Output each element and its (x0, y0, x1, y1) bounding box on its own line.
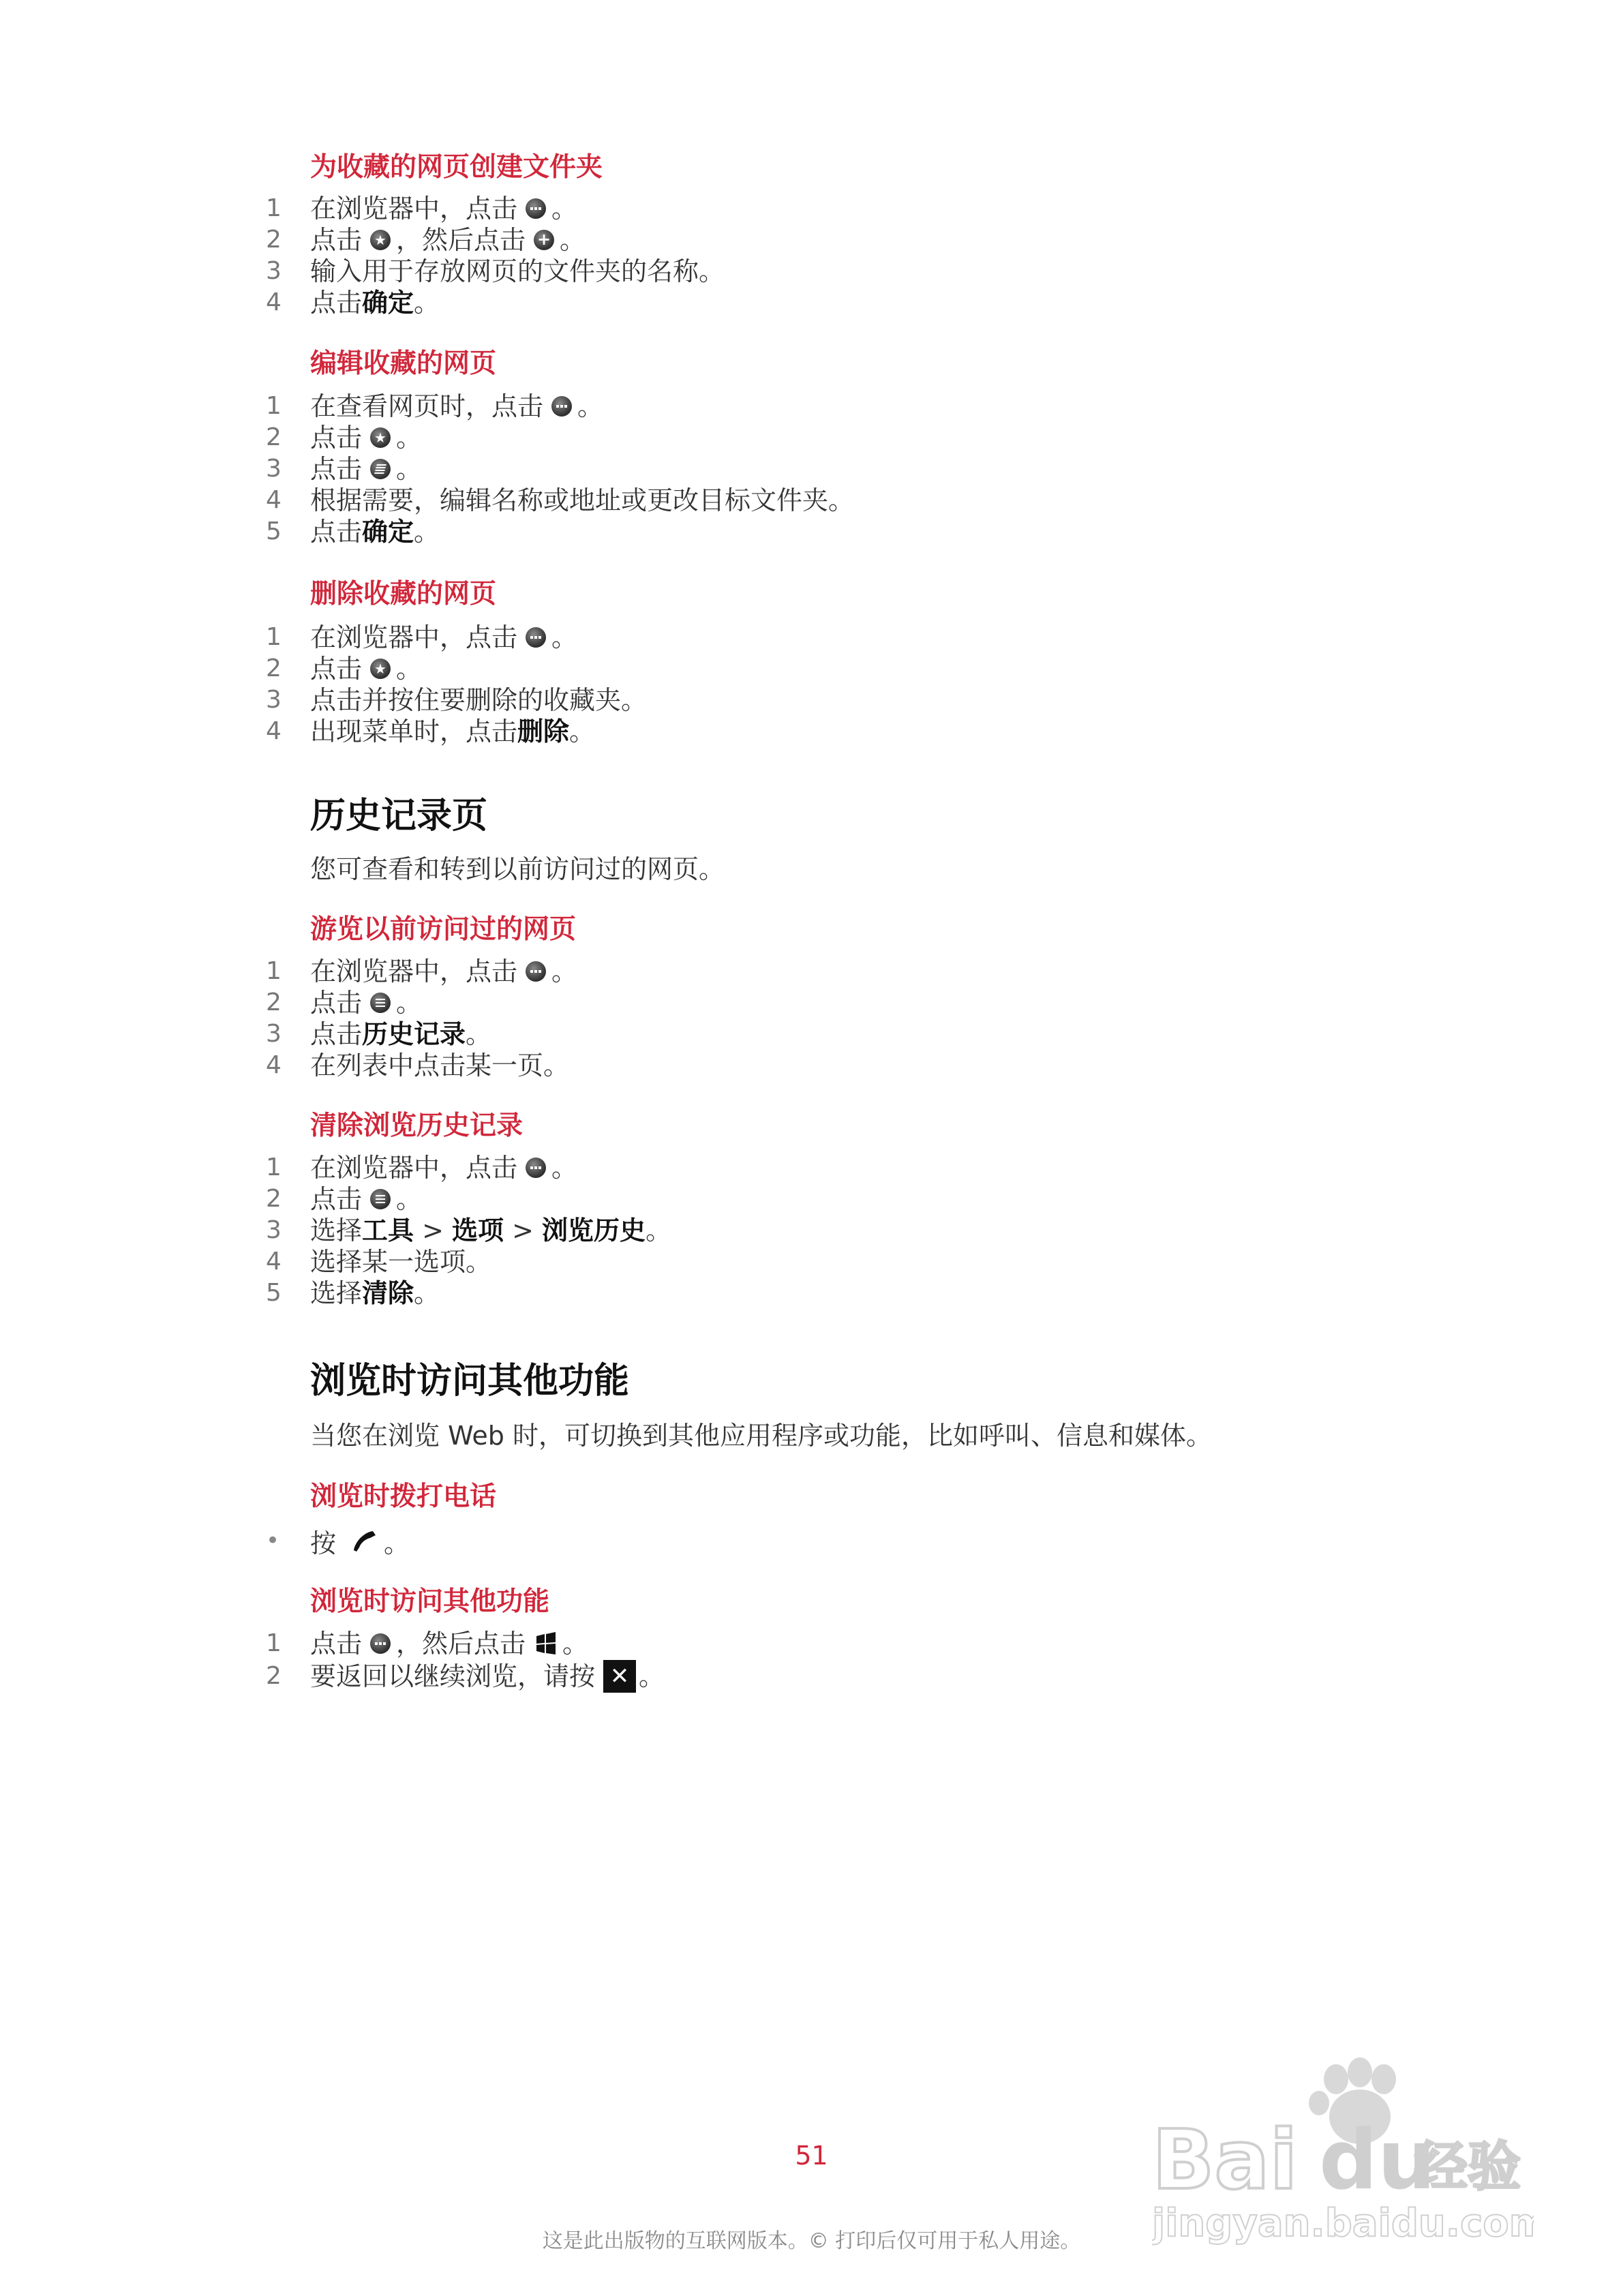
steps-clear-history (266, 1152, 671, 1309)
list-item: 1 在浏览器中，点击 。 (266, 956, 578, 986)
list-item: 2 点击 。 (266, 988, 423, 1018)
list-item: 4 点击 确定 。 (266, 288, 440, 318)
section-heading-access-other: 浏览时访问其他功能 (310, 1586, 550, 1617)
section-heading-clear-history: 清除浏览历史记录 (310, 1111, 524, 1141)
page-number: 51 (795, 2141, 828, 2171)
list-item: 3 点击 历史记录 。 (266, 1019, 492, 1049)
section-heading-delete-favorite: 删除收藏的网页 (310, 579, 497, 609)
watermark-url: jingyan.baidu.com (1152, 2201, 1534, 2246)
list-item: 4 在列表中点击某一页。 (266, 1051, 570, 1081)
menu-icon (526, 961, 546, 982)
page-title-history: 历史记录页 (310, 796, 488, 836)
list-item: 5 选择 清除 。 (266, 1278, 440, 1308)
footer-note: 这是此出版物的互联网版本。© 打印后仅可用于私人用途。 (542, 2229, 1081, 2253)
list-item: 3 点击 。 (266, 454, 423, 484)
list-item: 1 在查看网页时，点击 。 (266, 391, 604, 421)
star-icon (370, 427, 391, 448)
list-icon (370, 1189, 391, 1209)
edit-icon (370, 459, 391, 479)
list-icon (370, 993, 391, 1013)
phone-icon (350, 1527, 380, 1554)
intro-history: 您可查看和转到以前访问过的网页。 (310, 854, 725, 884)
section-heading-call: 浏览时拨打电话 (310, 1481, 497, 1512)
list-item: 1 在浏览器中，点击 。 (266, 194, 578, 224)
menu-icon (370, 1633, 391, 1654)
list-item: 5 点击 确定 。 (266, 517, 440, 547)
steps-browse-history (266, 956, 577, 1081)
watermark-text-jingyan-cn: 经验 (1414, 2136, 1521, 2198)
section-heading-browse-history: 游览以前访问过的网页 (310, 914, 577, 945)
windows-logo-icon (534, 1632, 558, 1655)
list-item: 1 在浏览器中，点击 。 (266, 622, 578, 652)
section-heading-create-folder: 为收藏的网页创建文件夹 (310, 152, 603, 183)
steps-create-folder (266, 193, 725, 318)
list-item: 2 要返回以继续浏览，请按 ✕ 。 (266, 1661, 665, 1691)
intro-other-functions: 当您在浏览 Web 时，可切换到其他应用程序或功能，比如呼叫、信息和媒体。 (310, 1421, 1213, 1451)
list-item: 2 点击 ★ 。 (266, 653, 647, 684)
list-item: 1 在浏览器中，点击 。 (266, 1153, 578, 1183)
menu-icon (526, 1158, 546, 1178)
list-item: • 按 。 (266, 1527, 410, 1558)
list-item: 2 点击 ★ 。 (266, 422, 854, 453)
list-item: 4 出现菜单时，点击 删除 。 (266, 716, 596, 746)
list-item: 2 点击 。 (266, 1184, 423, 1214)
watermark-text-du: du (1319, 2113, 1436, 2208)
list-item: 3 选择 工具 > 选项 > 浏览历史 。 (266, 1215, 672, 1245)
list-item: 3 点击并按住要删除的收藏夹。 (266, 685, 648, 715)
steps-access-other (266, 1628, 665, 1693)
add-icon (534, 230, 554, 250)
section-heading-edit-favorite: 编辑收藏的网页 (310, 348, 497, 379)
page-title-other-functions: 浏览时访问其他功能 (310, 1361, 630, 1402)
baidu-paw-icon (1152, 2052, 1534, 2250)
list-item: 1 点击 ，然后点击 。 (266, 1629, 589, 1659)
steps-delete-favorite (266, 622, 647, 747)
watermark-text-bai: Bai (1152, 2113, 1298, 2208)
steps-edit-favorite (266, 391, 854, 547)
menu-icon (526, 627, 546, 648)
baidu-watermark-logo (1152, 2052, 1534, 2250)
menu-icon (551, 396, 572, 417)
close-icon: ✕ (603, 1660, 636, 1693)
list-item: 3 输入用于存放网页的文件夹的名称。 (266, 256, 725, 286)
list-item: 4 选择某一选项。 (266, 1247, 492, 1277)
list-item: 4 根据需要，编辑名称或地址或更改目标文件夹。 (266, 485, 855, 515)
star-icon (370, 659, 391, 679)
menu-icon (526, 198, 546, 219)
star-icon (370, 230, 391, 250)
list-item: 2 点击 ★ ，然后点击 + 。 (266, 224, 725, 256)
